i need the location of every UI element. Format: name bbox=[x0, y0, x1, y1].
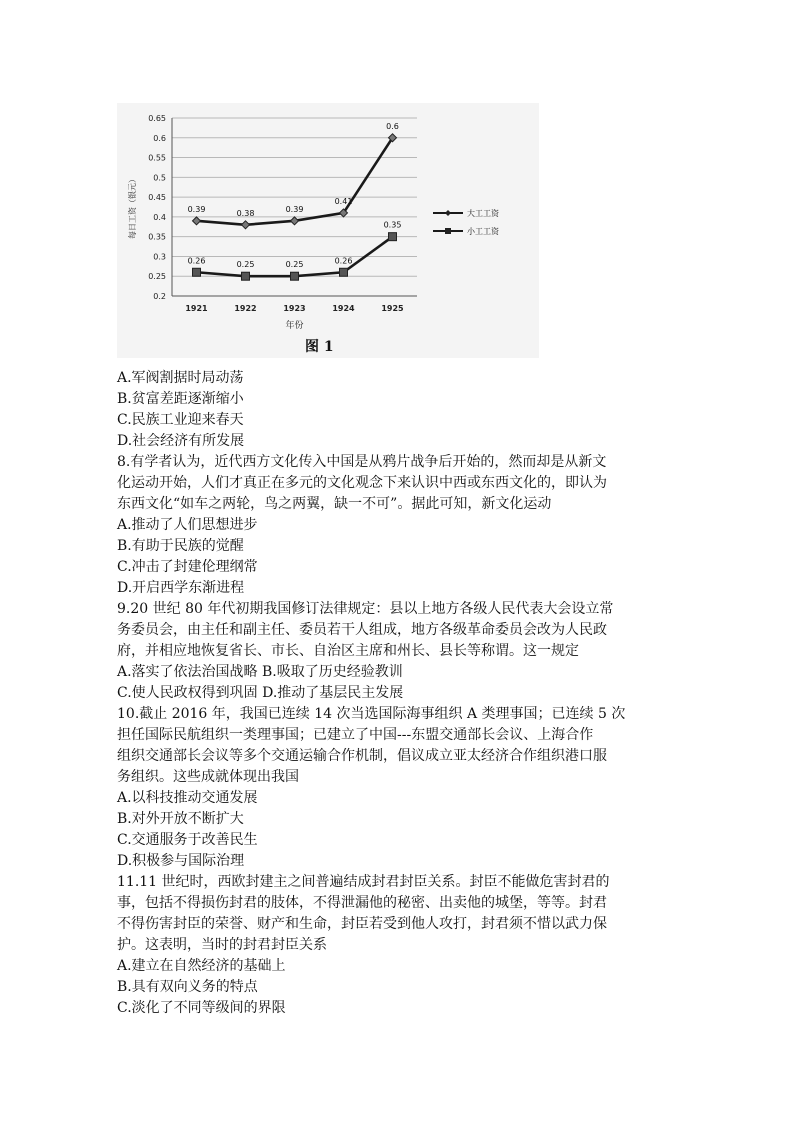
text-line: A.建立在自然经济的基础上 bbox=[117, 958, 286, 974]
text-line: 务组织。这些成就体现出我国 bbox=[117, 769, 299, 785]
data-point-square bbox=[389, 233, 397, 241]
text-line: 化运动开始，人们才真正在多元的文化观念下来认识中西或东西文化的，即认为 bbox=[117, 475, 607, 491]
data-label: 0.25 bbox=[285, 260, 304, 270]
y-axis-label: 每日工资（银元） bbox=[128, 175, 137, 239]
text-line: 8.有学者认为，近代西方文化传入中国是从鸦片战争后开始的，然而却是从新文 bbox=[117, 454, 607, 470]
data-label: 0.26 bbox=[187, 256, 206, 266]
y-tick-label: 0.25 bbox=[148, 272, 166, 282]
data-point-diamond bbox=[291, 217, 299, 225]
y-tick-label: 0.35 bbox=[148, 232, 166, 242]
text-line: 组织交通部长会议等多个交通运输合作机制，倡议成立亚太经济合作组织港口服 bbox=[117, 748, 607, 764]
data-label: 0.35 bbox=[383, 220, 402, 230]
data-point-diamond bbox=[193, 217, 201, 225]
text-line: D.社会经济有所发展 bbox=[117, 433, 245, 449]
text-line: A.以科技推动交通发展 bbox=[117, 790, 258, 806]
chart-svg bbox=[117, 103, 539, 358]
text-line: 务委员会，由主任和副主任、委员若干人组成，地方各级革命委员会改为人民政 bbox=[117, 622, 607, 638]
text-line: C.民族工业迎来春天 bbox=[117, 412, 244, 428]
legend-label: 小工工资 bbox=[467, 227, 499, 236]
text-line: 府，并相应地恢复省长、市长、自治区主席和州长、县长等称谓。这一规定 bbox=[117, 643, 579, 659]
text-line: B.具有双向义务的特点 bbox=[117, 979, 258, 995]
x-tick-label: 1925 bbox=[381, 304, 404, 313]
legend-marker-diamond bbox=[445, 210, 451, 216]
data-point-diamond bbox=[242, 221, 250, 229]
data-point-square bbox=[340, 268, 348, 276]
text-line: 10.截止 2016 年，我国已连续 14 次当选国际海事组织 A 类理事国；已连续 5 次 bbox=[117, 706, 626, 722]
text-line: 11.11 世纪时，西欧封建主之间普遍结成封君封臣关系。封臣不能做危害封君的 bbox=[117, 874, 610, 890]
text-line: 不得伤害封臣的荣誉、财产和生命，封臣若受到他人攻打，封君须不惜以武力保 bbox=[117, 916, 607, 932]
wage-line-chart bbox=[117, 103, 539, 358]
text-line: 担任国际民航组织一类理事国；已建立了中国---东盟交通部长会议、上海合作 bbox=[117, 727, 594, 743]
y-tick-label: 0.2 bbox=[153, 292, 166, 301]
text-line: B.对外开放不断扩大 bbox=[117, 811, 244, 827]
y-tick-label: 0.3 bbox=[153, 252, 166, 262]
text-line: C.交通服务于改善民生 bbox=[117, 832, 258, 848]
text-line: 事，包括不得损伤封君的肢体，不得泄漏他的秘密、出卖他的城堡，等等。封君 bbox=[117, 895, 607, 911]
text-line: 护。这表明，当时的封君封臣关系 bbox=[117, 937, 327, 953]
y-tick-label: 0.55 bbox=[148, 153, 166, 163]
x-tick-label: 1923 bbox=[283, 304, 306, 313]
text-line: B.有助于民族的觉醒 bbox=[117, 538, 244, 554]
text-line: A.推动了人们思想进步 bbox=[117, 517, 258, 533]
text-line: C.淡化了不同等级间的界限 bbox=[117, 1000, 286, 1016]
text-line: A.落实了依法治国战略 B.吸取了历史经验教训 bbox=[117, 664, 403, 680]
x-axis-label: 年份 bbox=[285, 321, 304, 331]
data-point-square bbox=[242, 272, 250, 280]
x-tick-label: 1921 bbox=[185, 304, 208, 313]
text-line: C.冲击了封建伦理纲常 bbox=[117, 559, 258, 575]
figure-caption: 图 1 bbox=[305, 339, 334, 355]
y-tick-label: 0.45 bbox=[148, 193, 166, 203]
text-line: B.贫富差距逐渐缩小 bbox=[117, 391, 244, 407]
data-label: 0.39 bbox=[187, 204, 206, 214]
text-line: C.使人民政权得到巩固 D.推动了基层民主发展 bbox=[117, 685, 404, 701]
question-text bbox=[117, 368, 687, 1019]
data-label: 0.25 bbox=[236, 260, 255, 270]
text-line: A.军阀割据时局动荡 bbox=[117, 370, 244, 386]
y-tick-label: 0.5 bbox=[153, 173, 166, 183]
data-point-square bbox=[291, 272, 299, 280]
data-label: 0.39 bbox=[285, 204, 304, 214]
legend-marker-square bbox=[445, 228, 451, 234]
data-label: 0.6 bbox=[386, 121, 399, 131]
text-line: 东西文化“如车之两轮，鸟之两翼，缺一不可”。据此可知，新文化运动 bbox=[117, 496, 552, 512]
x-tick-label: 1922 bbox=[234, 304, 257, 313]
legend-label: 大工工资 bbox=[467, 209, 499, 218]
y-tick-label: 0.4 bbox=[153, 212, 166, 222]
data-label: 0.38 bbox=[236, 208, 255, 218]
data-point-square bbox=[193, 268, 201, 276]
text-line: D.开启西学东渐进程 bbox=[117, 580, 245, 596]
text-line: D.积极参与国际治理 bbox=[117, 853, 245, 869]
y-tick-label: 0.65 bbox=[148, 114, 166, 123]
y-tick-label: 0.6 bbox=[153, 133, 166, 143]
x-tick-label: 1924 bbox=[332, 304, 355, 313]
data-label: 0.41 bbox=[334, 196, 353, 206]
text-line: 9.20 世纪 80 年代初期我国修订法律规定：县以上地方各级人民代表大会设立常 bbox=[117, 601, 614, 617]
data-label: 0.26 bbox=[334, 256, 353, 266]
